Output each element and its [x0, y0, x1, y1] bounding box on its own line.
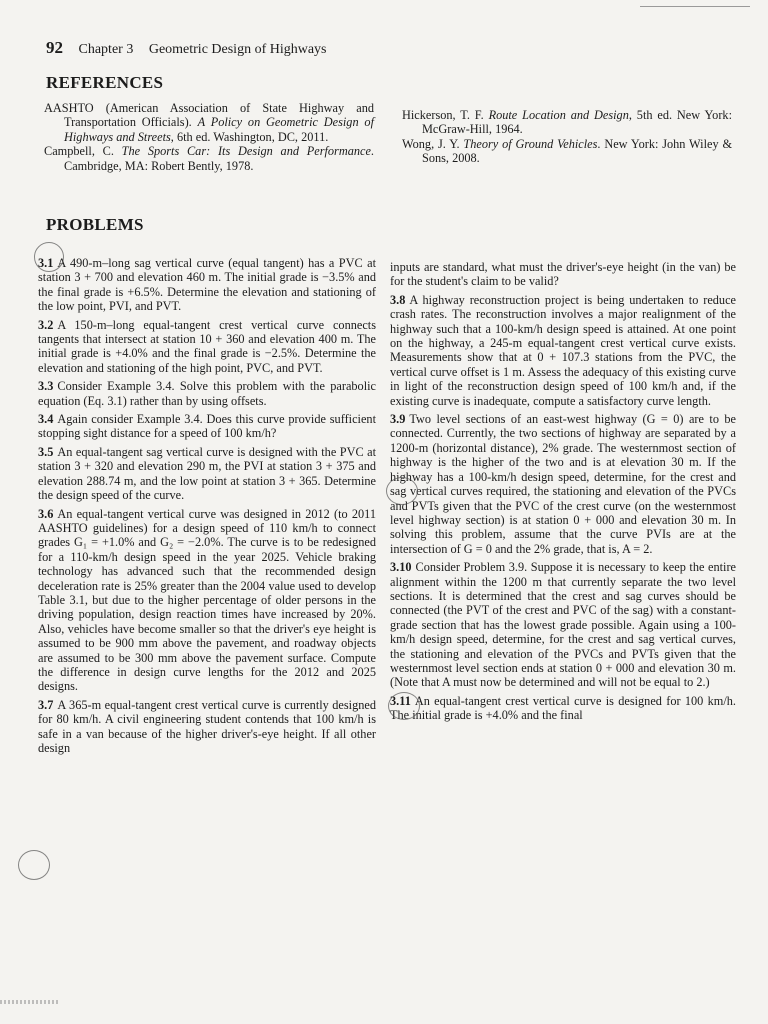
references-left-column	[44, 101, 374, 173]
problem-3-1: 3.1 A 490-m–long sag vertical curve (equal tangent) has a PVC at station 3 + 700 and elevation 460 m. The initial grade is −3.5% and the final grade is +6.5%. Determine the elevation and stationing of the low point, PVI, and PVT.	[38, 256, 376, 314]
problems-left-column	[38, 256, 376, 759]
problem-3-7: 3.7 A 365-m equal-tangent crest vertical curve is currently designed for 80 km/h. A civil engineering student contends that 100 km/h is safe in a van because of the higher driver's-eye height. If all other design	[38, 697, 376, 755]
scan-smudge	[0, 1000, 60, 1004]
problem-3-6: 3.6 An equal-tangent vertical curve was designed in 2012 (to 2011 AASHTO guidelines) for a design speed of 110 km/h to connect grades G₁ = +1.0% and G₂ = −2.0%. The curve is to be redesigned for a 110-km/h design speed in the year 2025. Vehicle braking technology has advanced such that the recommended design deceleration rate is 25% greater than the 2004 value used to develop Table 3.1, but due to the higher percentage of older persons in the driving population, design reaction times have increased by 20%. Also, vehicles have become smaller so that the driver's eye height is assumed to be 900 mm above the pavement, and roadway objects are assumed to be 300 mm above the pavement surface. Compute the difference in design curve lengths for the 2012 and 2025 designs.	[38, 506, 376, 694]
problem-3-7-continuation: inputs are standard, what must the driver's-eye height (in the van) be for the student's claim to be valid?	[390, 260, 736, 289]
problems-right-column	[390, 260, 736, 727]
reference-entry: Hickerson, T. F. Route Location and Design, 5th ed. New York: McGraw-Hill, 1964.	[402, 108, 732, 137]
pen-circle-mark	[388, 692, 420, 720]
running-head	[46, 38, 327, 58]
references-heading: REFERENCES	[46, 73, 164, 92]
top-rule	[640, 6, 750, 7]
reference-entry: AASHTO (American Association of State Highway and Transportation Officials). A Policy on Geometric Design of Highways and Streets, 6th ed. Washington, DC, 2011.	[44, 101, 374, 144]
page-number: 92	[46, 38, 63, 57]
problem-3-10: 3.10 Consider Problem 3.9. Suppose it is necessary to keep the entire alignment within the 1200 m that currently separate the two level sections. It is determined that the crest and sag curves should be connected (the PVT of the crest and PVC of the sag) with a constant-grade section that has the lowest grade possible. Again using a 100-km/h design speed, determine, for the crest and sag vertical curves, the stationing and elevation of the PVCs and PVTs given that the westernmost level section ends at station 0 + 000 and elevation 30 m. (Note that A must now be determined and will not be equal to 2.)	[390, 560, 736, 690]
problem-3-4: 3.4 Again consider Example 3.4. Does this curve provide sufficient stopping sight distance for a speed of 100 km/h?	[38, 412, 376, 441]
reference-entry: Wong, J. Y. Theory of Ground Vehicles. New York: John Wiley & Sons, 2008.	[402, 136, 733, 166]
pen-circle-mark	[34, 242, 64, 272]
pen-circle-mark	[18, 850, 50, 880]
problems-heading: PROBLEMS	[46, 215, 144, 234]
chapter-title: Geometric Design of Highways	[148, 42, 327, 57]
pen-circle-mark	[386, 477, 418, 505]
references-right-column	[402, 108, 732, 166]
chapter-label: Chapter 3	[78, 42, 134, 57]
problem-3-8: 3.8 A highway reconstruction project is being undertaken to reduce crash rates. The reconstruction involves a major realignment of the highway such that a 100-km/h design speed is attained. At one point on the highway, a 245-m equal-tangent crest vertical curve exists. Measurements show that at 0 + 107.3 stations from the PVC, the vertical curve offset is 1 m. Assess the adequacy of this existing curve in light of the reconstruction design speed of 100 km/h and, if the existing curve is inadequate, compute a satisfactory curve length.	[390, 292, 736, 408]
problem-3-9: 3.9 Two level sections of an east-west highway (G = 0) are to be connected. Currently, the two sections of highway are separated by a 1200-m (horizontal distance), 2% grade. The westernmost section of highway is the higher of the two and is at elevation 30 m. If the highway has a 100-km/h design speed, determine, for the crest and sag vertical curves required, the stationing and elevation of the PVCs and PVTs given that the PVC of the crest curve (on the westernmost level highway section) is at station 0 + 000 and elevation 30 m. In solving this problem, assume that the curve PVIs are at the intersection of G = 0 and the 2% grade, that is, A = 2.	[390, 412, 736, 556]
problem-3-3: 3.3 Consider Example 3.4. Solve this problem with the parabolic equation (Eq. 3.1) rather than by using offsets.	[38, 379, 376, 408]
problem-3-2: 3.2 A 150-m–long equal-tangent crest vertical curve connects tangents that intersect at station 10 + 360 and elevation 400 m. The initial grade is +4.0% and the final grade is −2.5%. Determine the elevation and stationing of the high point, PVC, and PVT.	[38, 317, 376, 375]
reference-entry: Campbell, C. The Sports Car: Its Design and Performance. Cambridge, MA: Robert Bently, 1978.	[44, 144, 374, 173]
problem-3-5: 3.5 An equal-tangent sag vertical curve is designed with the PVC at station 3 + 320 and elevation 290 m, the PVI at station 3 + 375 and elevation 288.74 m, and the low point at station 3 + 365. Determine the design speed of the curve.	[38, 444, 376, 503]
problem-3-11: 3.11 An equal-tangent crest vertical curve is designed for 100 km/h. The initial grade is +4.0% and the final	[390, 693, 736, 723]
